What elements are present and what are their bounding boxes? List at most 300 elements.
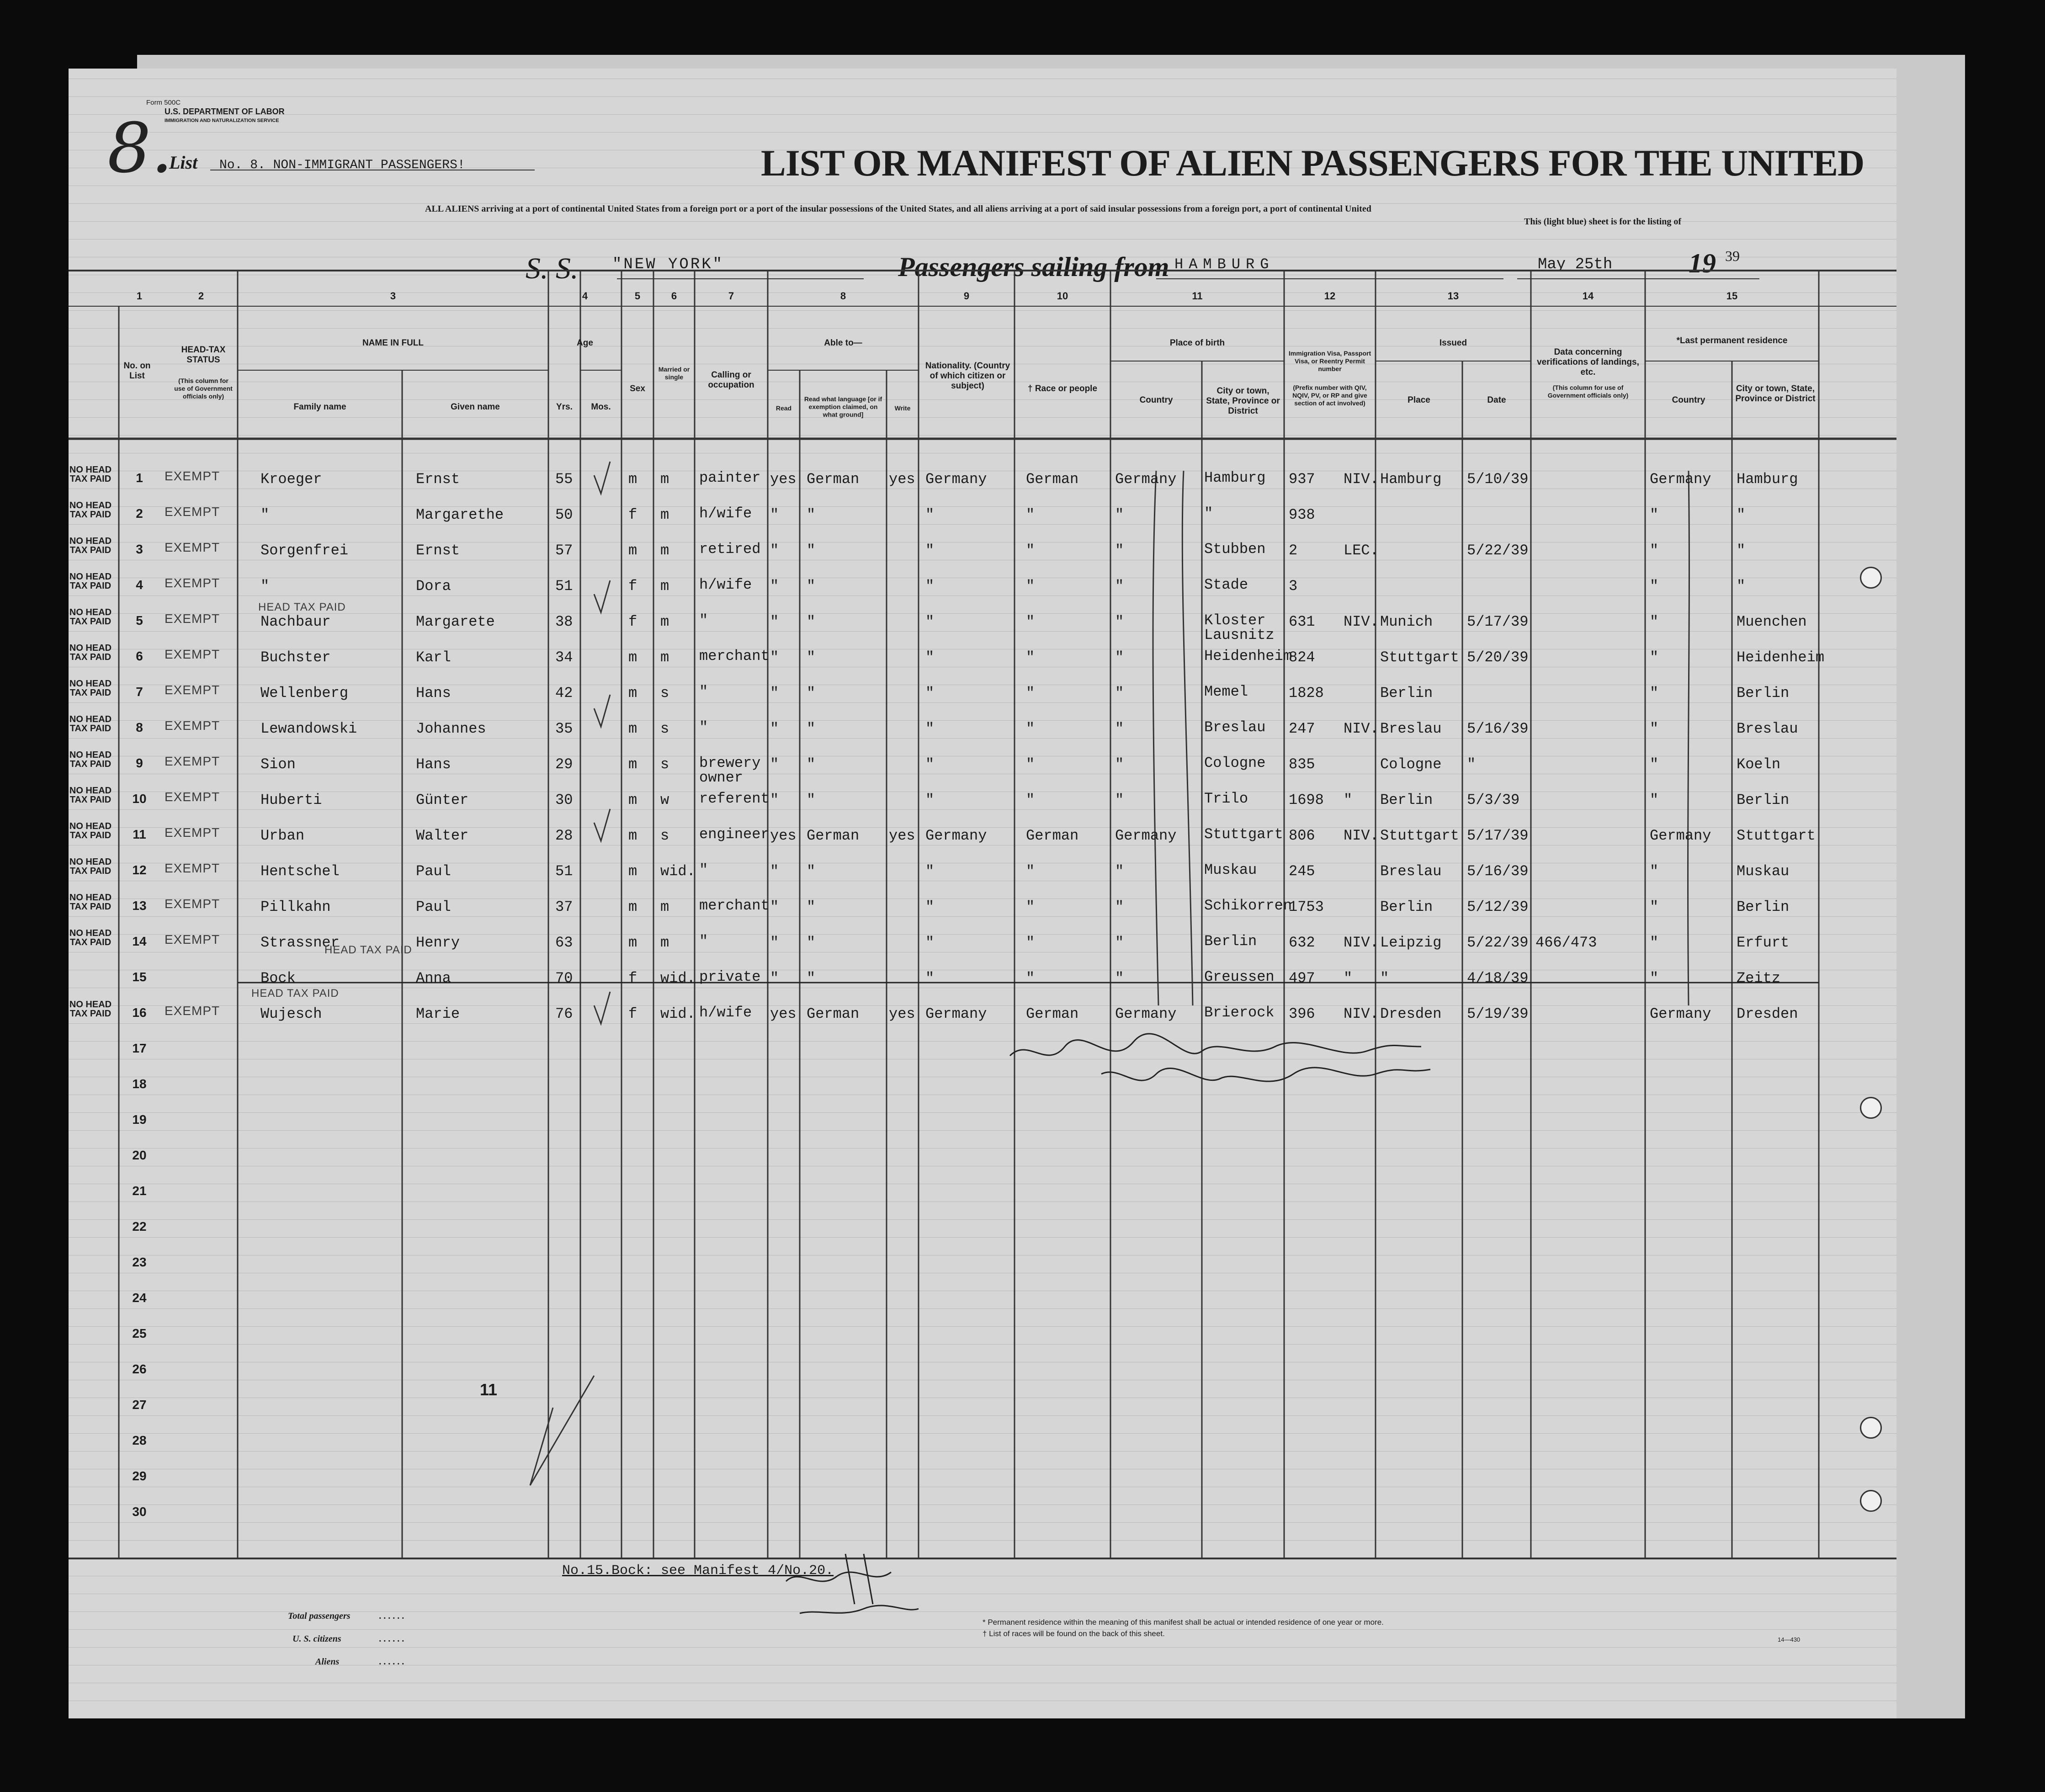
header-race: † Race or people	[1027, 384, 1098, 393]
row-number: 24	[132, 1291, 147, 1305]
binder-hole	[1860, 1097, 1882, 1119]
cell-visa: 824	[1289, 649, 1315, 666]
form-code: 14—430	[1778, 1636, 1801, 1643]
cell-occupation: "	[699, 719, 708, 736]
header-res-city: City or town, State, Province or District	[1735, 384, 1816, 404]
cell-no: 14	[132, 934, 147, 948]
cell-given: Margarete	[416, 613, 495, 630]
head-tax-label: NO HEAD TAX PAID	[69, 857, 112, 876]
cell-occupation: referent	[699, 790, 770, 807]
head-tax-label: NO HEAD TAX PAID	[69, 928, 112, 947]
cell-nationality: "	[925, 506, 935, 523]
cell-marital: wid.	[660, 1005, 696, 1022]
head-tax-label: NO HEAD TAX PAID	[69, 643, 112, 662]
column-number-5: 5	[634, 290, 641, 302]
cell-nationality: "	[925, 792, 935, 808]
cell-family: Buchster	[260, 649, 331, 666]
cell-issued-place: Stuttgart	[1380, 649, 1459, 666]
cell-birth-country: "	[1115, 756, 1124, 773]
page-title: LIST OR MANIFEST OF ALIEN PASSENGERS FOR THE UNITED	[761, 142, 1864, 184]
cell-visa: 806	[1289, 827, 1315, 844]
cell-yrs: 55	[555, 471, 573, 488]
cell-sex: m	[628, 756, 637, 773]
cell-no: 3	[136, 542, 143, 556]
cell-visa: 938	[1289, 506, 1315, 523]
head-tax-status: EXEMPT	[165, 897, 220, 911]
cell-race: German	[1026, 471, 1079, 488]
cell-visa: 2	[1289, 542, 1298, 559]
cell-race: "	[1026, 934, 1035, 951]
rule-lines	[69, 69, 1896, 1718]
header-head-tax: HEAD-TAX STATUS	[181, 345, 226, 365]
cell-birth-country: "	[1115, 899, 1124, 915]
head-tax-status: EXEMPT	[165, 1004, 220, 1018]
cell-given: Margarethe	[416, 506, 504, 523]
header-head-tax-note: (This column for use of Government officials only)	[174, 377, 233, 400]
cell-issued-place: Dresden	[1380, 1005, 1442, 1022]
cell-visa: 1753	[1289, 899, 1324, 915]
cell-marital: s	[660, 720, 669, 737]
cell-language: "	[807, 934, 816, 951]
cell-verification: 466/473	[1535, 934, 1597, 951]
header-name-in-full: NAME IN FULL	[362, 338, 424, 348]
cell-issued-date: 5/22/39	[1467, 934, 1529, 951]
cell-sex: f	[628, 578, 637, 595]
cell-birth-city: Schikorren	[1204, 897, 1292, 914]
header-place-of-birth: Place of birth	[1169, 338, 1225, 348]
cell-res-country: "	[1650, 542, 1659, 559]
cell-visa-type: NIV.	[1344, 1005, 1379, 1022]
column-number-6: 6	[671, 290, 677, 302]
head-tax-status: EXEMPT	[165, 505, 220, 519]
row-number: 25	[132, 1326, 147, 1340]
cell-no: 9	[136, 756, 143, 770]
row-number: 21	[132, 1184, 147, 1198]
cell-res-city: Dresden	[1737, 1005, 1798, 1022]
cell-nationality: "	[925, 970, 935, 987]
cell-res-country: Germany	[1650, 1005, 1711, 1022]
cell-issued-place: "	[1380, 970, 1389, 987]
cell-read: yes	[770, 827, 797, 844]
head-tax-status: EXEMPT	[165, 647, 220, 661]
head-tax-paid-stamp: HEAD TAX PAID	[251, 987, 339, 1000]
cell-read: "	[770, 506, 779, 523]
header-able-to: Able to—	[824, 338, 862, 348]
row-number: 22	[132, 1219, 147, 1234]
cell-race: German	[1026, 827, 1079, 844]
header-married: Married or single	[658, 366, 690, 381]
cell-yrs: 50	[555, 506, 573, 523]
cell-sex: m	[628, 471, 637, 488]
header-birth-country: Country	[1139, 395, 1173, 405]
cell-issued-place: Hamburg	[1380, 471, 1442, 488]
cell-birth-city: Cologne	[1204, 755, 1266, 771]
head-tax-label: NO HEAD TAX PAID	[69, 893, 112, 912]
cell-sex: m	[628, 649, 637, 666]
cell-yrs: 51	[555, 578, 573, 595]
cell-occupation: h/wife	[699, 505, 752, 522]
cell-write: yes	[889, 827, 915, 844]
cell-no: 7	[136, 685, 143, 699]
cell-language: "	[807, 613, 816, 630]
header-family-name: Family name	[293, 402, 346, 412]
binder-hole	[1860, 567, 1882, 589]
cell-issued-date: 5/3/39	[1467, 792, 1520, 808]
cell-visa-type: NIV.	[1344, 613, 1379, 630]
cell-race: "	[1026, 970, 1035, 987]
cell-read: yes	[770, 1005, 797, 1022]
cell-birth-country: "	[1115, 970, 1124, 987]
ship-name: "NEW YORK"	[612, 256, 724, 273]
cell-yrs: 30	[555, 792, 573, 808]
cell-sex: m	[628, 899, 637, 915]
cell-language: "	[807, 506, 816, 523]
cell-birth-city: Greussen	[1204, 968, 1275, 985]
cell-family: Kroeger	[260, 471, 322, 488]
head-tax-label: NO HEAD TAX PAID	[69, 1000, 112, 1019]
cell-given: Paul	[416, 899, 451, 915]
cell-issued-place: Cologne	[1380, 756, 1442, 773]
cell-res-country: Germany	[1650, 471, 1711, 488]
cell-race: "	[1026, 720, 1035, 737]
cell-given: Hans	[416, 685, 451, 702]
cell-read: yes	[770, 471, 797, 488]
cell-nationality: Germany	[925, 471, 987, 488]
cell-family: Strassner	[260, 934, 340, 951]
header-verifications: Data concerning verifications of landings, etc.	[1537, 347, 1639, 377]
cell-no: 12	[132, 863, 147, 877]
cell-race: "	[1026, 542, 1035, 559]
total-passengers-label: Total passengers	[288, 1611, 351, 1621]
cell-occupation: "	[699, 933, 708, 950]
blue-sheet-note: This (light blue) sheet is for the listing of	[1524, 217, 1682, 227]
cell-birth-city: Hamburg	[1204, 469, 1266, 486]
cell-nationality: Germany	[925, 827, 987, 844]
cell-visa: 396	[1289, 1005, 1315, 1022]
cell-res-country: "	[1650, 506, 1659, 523]
cell-birth-city: Trilo	[1204, 790, 1248, 807]
cell-read: "	[770, 970, 779, 987]
cell-birth-country: Germany	[1115, 1005, 1177, 1022]
cell-given: Henry	[416, 934, 460, 951]
cell-family: Urban	[260, 827, 305, 844]
cell-occupation: retired	[699, 541, 761, 558]
cell-language: "	[807, 685, 816, 702]
cell-marital: m	[660, 649, 669, 666]
ss-label: S. S.	[526, 252, 579, 285]
cell-occupation: "	[699, 861, 708, 878]
cell-issued-date: 5/17/39	[1467, 827, 1529, 844]
cell-family: Wellenberg	[260, 685, 349, 702]
cell-read: "	[770, 542, 779, 559]
cell-yrs: 63	[555, 934, 573, 951]
cell-visa-type: NIV.	[1344, 827, 1379, 844]
cell-race: German	[1026, 1005, 1079, 1022]
cell-no: 15	[132, 970, 147, 984]
cell-res-country: "	[1650, 792, 1659, 808]
head-tax-label: NO HEAD TAX PAID	[69, 714, 112, 734]
cell-marital: m	[660, 934, 669, 951]
cell-family: Hentschel	[260, 863, 340, 880]
cell-family: Huberti	[260, 792, 322, 808]
cell-birth-city: Kloster Lausnitz	[1204, 612, 1275, 643]
head-tax-paid-stamp: HEAD TAX PAID	[258, 601, 346, 613]
cell-visa-type: NIV.	[1344, 720, 1379, 737]
cell-family: Sorgenfrei	[260, 542, 349, 559]
manifest-sheet	[69, 69, 1896, 1718]
cell-issued-place: Breslau	[1380, 863, 1442, 880]
cell-birth-country: "	[1115, 720, 1124, 737]
head-tax-label: NO HEAD TAX PAID	[69, 679, 112, 698]
cell-yrs: 34	[555, 649, 573, 666]
cell-res-city: Heidenheim	[1737, 649, 1825, 666]
cell-issued-place: Berlin	[1380, 685, 1433, 702]
cell-no: 13	[132, 899, 147, 913]
all-aliens-note: ALL ALIENS arriving at a port of continental United States from a foreign port or a port of the insular possessions of the United States, and all aliens arriving at a port of said insular possessions from a foreign port, a port of continental United	[425, 204, 1371, 214]
us-citizens-dots: . . . . . .	[379, 1634, 404, 1644]
cell-write: yes	[889, 471, 915, 488]
cell-nationality: "	[925, 756, 935, 773]
cell-birth-country: "	[1115, 863, 1124, 880]
cell-race: "	[1026, 899, 1035, 915]
cell-read: "	[770, 899, 779, 915]
head-tax-status: EXEMPT	[165, 683, 220, 697]
binder-hole	[1860, 1490, 1882, 1512]
head-tax-status: EXEMPT	[165, 469, 220, 483]
header-age-mos: Mos.	[591, 402, 611, 412]
cell-birth-country: "	[1115, 792, 1124, 808]
cell-issued-place: Breslau	[1380, 720, 1442, 737]
cell-occupation: "	[699, 683, 708, 700]
cell-race: "	[1026, 649, 1035, 666]
cell-res-city: Berlin	[1737, 685, 1790, 702]
cell-res-city: Stuttgart	[1737, 827, 1816, 844]
cell-issued-place: Munich	[1380, 613, 1433, 630]
cell-visa: 632	[1289, 934, 1315, 951]
cell-language: "	[807, 578, 816, 595]
cell-given: Walter	[416, 827, 469, 844]
sailing-label: Passengers sailing from	[898, 252, 1169, 282]
cell-no: 8	[136, 720, 143, 734]
cell-issued-place: Leipzig	[1380, 934, 1442, 951]
header-res-country: Country	[1672, 395, 1705, 405]
cell-language: "	[807, 756, 816, 773]
row-number: 30	[132, 1505, 147, 1519]
year-prefix: 19	[1689, 248, 1716, 278]
cell-birth-city: Memel	[1204, 683, 1248, 700]
column-number-9: 9	[963, 290, 970, 302]
cell-res-country: Germany	[1650, 827, 1711, 844]
cell-yrs: 76	[555, 1005, 573, 1022]
cell-nationality: "	[925, 613, 935, 630]
cell-res-country: "	[1650, 756, 1659, 773]
cell-marital: m	[660, 542, 669, 559]
cell-nationality: "	[925, 542, 935, 559]
head-tax-status: EXEMPT	[165, 754, 220, 768]
aliens-dots: . . . . . .	[379, 1657, 404, 1667]
cell-yrs: 37	[555, 899, 573, 915]
row-number: 18	[132, 1077, 147, 1091]
cell-issued-place: Berlin	[1380, 899, 1433, 915]
cell-res-country: "	[1650, 863, 1659, 880]
cell-birth-city: Heidenheim	[1204, 648, 1292, 665]
sheet-mark: 8.	[107, 109, 173, 188]
cell-read: "	[770, 863, 779, 880]
cell-visa-type: NIV.	[1344, 471, 1379, 488]
head-tax-label: NO HEAD TAX PAID	[69, 536, 112, 555]
column-number-2: 2	[198, 290, 204, 302]
cell-birth-country: "	[1115, 506, 1124, 523]
cell-res-city: Koeln	[1737, 756, 1781, 773]
cell-read: "	[770, 578, 779, 595]
cell-race: "	[1026, 578, 1035, 595]
head-tax-label: NO HEAD TAX PAID	[69, 465, 112, 484]
cell-birth-country: Germany	[1115, 827, 1177, 844]
cell-birth-country: "	[1115, 649, 1124, 666]
cell-birth-country: Germany	[1115, 471, 1177, 488]
cell-sex: m	[628, 934, 637, 951]
list-label: List	[169, 152, 198, 173]
cell-language: "	[807, 863, 816, 880]
cell-res-city: "	[1737, 542, 1746, 559]
cell-res-country: "	[1650, 613, 1659, 630]
cell-yrs: 57	[555, 542, 573, 559]
cell-marital: s	[660, 685, 669, 702]
cell-occupation: private	[699, 968, 761, 985]
cell-sex: m	[628, 542, 637, 559]
header-read: Read	[776, 404, 792, 412]
head-tax-label: NO HEAD TAX PAID	[69, 607, 112, 627]
cell-family: Wujesch	[260, 1005, 322, 1022]
cell-issued-date: 5/20/39	[1467, 649, 1529, 666]
total-passengers-dots: . . . . . .	[379, 1611, 404, 1621]
sailing-date: May 25th	[1538, 256, 1613, 273]
header-write: Write	[894, 404, 911, 412]
header-given-name: Given name	[451, 402, 500, 412]
cell-no: 6	[136, 649, 143, 663]
cell-res-city: "	[1737, 578, 1746, 595]
cell-marital: m	[660, 471, 669, 488]
cell-visa: 3	[1289, 578, 1298, 595]
cell-res-country: "	[1650, 970, 1659, 987]
cell-nationality: "	[925, 899, 935, 915]
row-number: 26	[132, 1362, 147, 1376]
header-issued-date: Date	[1487, 395, 1506, 405]
cell-given: Ernst	[416, 471, 460, 488]
cell-res-city: Berlin	[1737, 792, 1790, 808]
cell-marital: m	[660, 899, 669, 915]
cell-visa-type: "	[1344, 792, 1353, 808]
cell-family: Lewandowski	[260, 720, 357, 737]
cell-read: "	[770, 934, 779, 951]
cell-family: "	[260, 506, 270, 523]
count-mark: 11	[480, 1380, 498, 1399]
cell-given: Anna	[416, 970, 451, 987]
cell-family: Sion	[260, 756, 296, 773]
cell-occupation: merchant	[699, 897, 770, 914]
cell-given: Ernst	[416, 542, 460, 559]
cell-birth-city: "	[1204, 505, 1213, 522]
head-tax-label: NO HEAD TAX PAID	[69, 750, 112, 769]
cell-issued-date: 5/22/39	[1467, 542, 1529, 559]
cell-res-country: "	[1650, 685, 1659, 702]
cell-occupation: brewery owner	[699, 755, 761, 786]
cell-marital: s	[660, 827, 669, 844]
bock-note: No.15.Bock: see Manifest 4/No.20.	[562, 1563, 834, 1579]
header-issued-place: Place	[1408, 395, 1430, 405]
cell-race: "	[1026, 685, 1035, 702]
cell-sex: f	[628, 1005, 637, 1022]
cell-marital: m	[660, 578, 669, 595]
cell-race: "	[1026, 756, 1035, 773]
header-no-on-list: No. on List	[123, 361, 151, 381]
cell-birth-city: Breslau	[1204, 719, 1266, 736]
cell-occupation: h/wife	[699, 576, 752, 593]
binder-hole	[1860, 1417, 1882, 1439]
header-calling: Calling or occupation	[708, 370, 754, 390]
cell-language: "	[807, 649, 816, 666]
cell-family: Nachbaur	[260, 613, 331, 630]
head-tax-status: EXEMPT	[165, 576, 220, 590]
cell-language: German	[807, 471, 860, 488]
cell-given: Günter	[416, 792, 469, 808]
row-number: 20	[132, 1148, 147, 1162]
cell-given: Marie	[416, 1005, 460, 1022]
head-tax-label: NO HEAD TAX PAID	[69, 821, 112, 840]
header-visa: Immigration Visa, Passport Visa, or Reentry Permit number	[1288, 350, 1371, 372]
row-number: 27	[132, 1398, 147, 1412]
footnote-races: † List of races will be found on the back of this sheet.	[983, 1629, 1165, 1638]
column-number-12: 12	[1324, 290, 1336, 302]
head-tax-status: EXEMPT	[165, 825, 220, 840]
cell-no: 16	[132, 1005, 147, 1020]
cell-language: "	[807, 720, 816, 737]
cell-birth-city: Stade	[1204, 576, 1248, 593]
cell-nationality: "	[925, 685, 935, 702]
cell-occupation: merchant	[699, 648, 770, 665]
cell-res-country: "	[1650, 899, 1659, 915]
column-number-14: 14	[1582, 290, 1594, 302]
cell-issued-date: 4/18/39	[1467, 970, 1529, 987]
cell-no: 2	[136, 506, 143, 521]
cell-occupation: "	[699, 612, 708, 629]
cell-yrs: 42	[555, 685, 573, 702]
row-number: 17	[132, 1041, 147, 1055]
cell-sex: m	[628, 827, 637, 844]
cell-yrs: 51	[555, 863, 573, 880]
cell-birth-country: "	[1115, 578, 1124, 595]
head-tax-status: EXEMPT	[165, 612, 220, 626]
cell-read: "	[770, 613, 779, 630]
cell-visa-type: NIV.	[1344, 934, 1379, 951]
cell-sex: f	[628, 613, 637, 630]
list-number: No. 8. NON-IMMIGRANT PASSENGERS!	[219, 158, 465, 172]
cell-no: 5	[136, 613, 143, 627]
cell-sex: f	[628, 970, 637, 987]
cell-birth-country: "	[1115, 685, 1124, 702]
column-number-1: 1	[136, 290, 143, 302]
cell-given: Paul	[416, 863, 451, 880]
cell-visa: 497	[1289, 970, 1315, 987]
head-tax-status: EXEMPT	[165, 861, 220, 875]
column-number-3: 3	[390, 290, 396, 302]
cell-res-country: "	[1650, 578, 1659, 595]
head-tax-paid-stamp: HEAD TAX PAID	[324, 944, 412, 956]
cell-read: "	[770, 649, 779, 666]
cell-language: "	[807, 792, 816, 808]
cell-marital: m	[660, 506, 669, 523]
cell-res-city: Berlin	[1737, 899, 1790, 915]
